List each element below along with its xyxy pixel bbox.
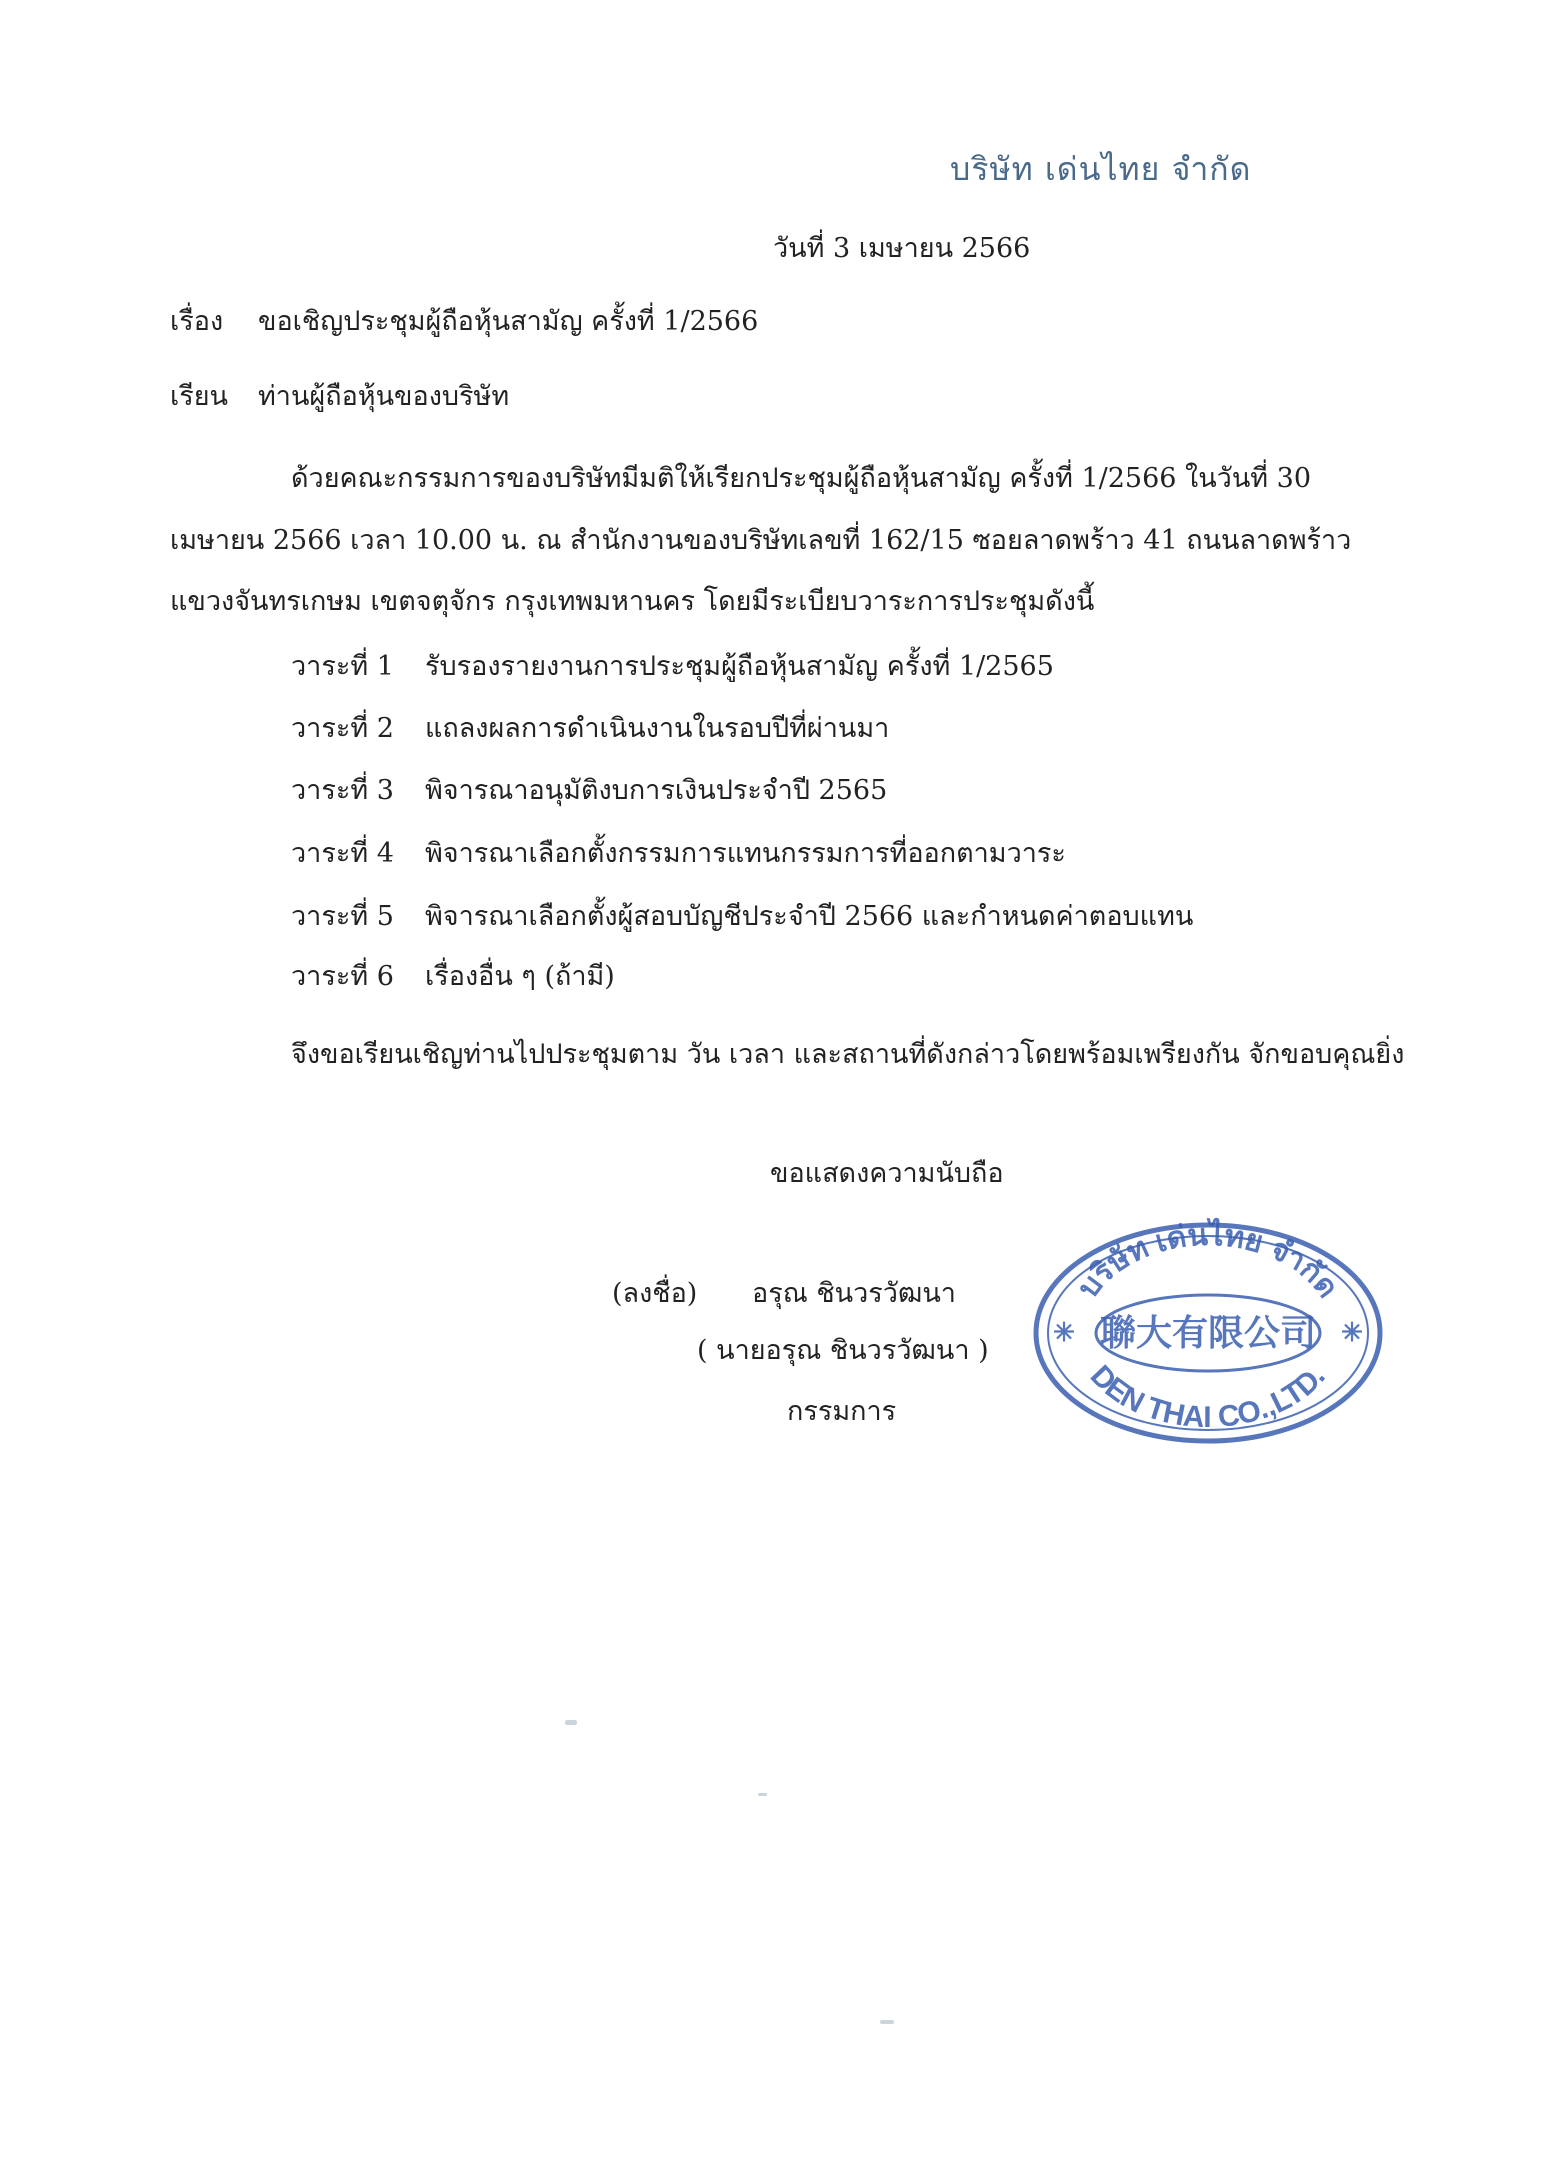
agenda-text: แถลงผลการดำเนินงานในรอบปีที่ผ่านมา <box>425 713 890 744</box>
agenda-text: พิจารณาเลือกตั้งผู้สอบบัญชีประจำปี 2566 และกำหนดค่าตอบแทน <box>425 901 1194 932</box>
stamp-top-text: บริษัท เด่นไทย จำกัด <box>1071 1218 1345 1304</box>
subject-label: เรื่อง <box>170 306 224 337</box>
agenda-label: วาระที่ 3 <box>291 775 394 806</box>
signatory-title: กรรมการ <box>787 1396 897 1427</box>
stamp-star-left-icon: ✳ <box>1053 1317 1075 1347</box>
agenda-text: พิจารณาเลือกตั้งกรรมการแทนกรรมการที่ออกตามวาระ <box>425 838 1066 869</box>
agenda-label: วาระที่ 2 <box>291 713 394 744</box>
recipient-text: ท่านผู้ถือหุ้นของบริษัท <box>258 381 510 412</box>
agenda-label: วาระที่ 4 <box>291 838 394 869</box>
body-line: เมษายน 2566 เวลา 10.00 น. ณ สำนักงานของบริษัทเลขที่ 162/15 ซอยลาดพร้าว 41 ถนนลาดพร้าว <box>170 525 1352 556</box>
agenda-text: เรื่องอื่น ๆ (ถ้ามี) <box>425 961 615 992</box>
agenda-text: พิจารณาอนุมัติงบการเงินประจำปี 2565 <box>425 775 888 806</box>
agenda-text: รับรองรายงานการประชุมผู้ถือหุ้นสามัญ ครั้งที่ 1/2565 <box>425 651 1054 682</box>
agenda-label: วาระที่ 6 <box>291 961 394 992</box>
svg-text:บริษัท เด่นไทย จำกัด <box>1072 1217 1345 1304</box>
scan-speck <box>758 1793 767 1796</box>
scan-speck <box>565 1720 577 1725</box>
stamp-star-right-icon: ✳ <box>1341 1317 1363 1347</box>
company-name: บริษัท เด่นไทย จำกัด <box>950 150 1252 188</box>
body-line: ด้วยคณะกรรมการของบริษัทมีมติให้เรียกประชุมผู้ถือหุ้นสามัญ ครั้งที่ 1/2566 ในวันที่ 30 <box>291 463 1312 494</box>
stamp-center-text: 聯大有限公司 <box>1099 1312 1317 1353</box>
agenda-label: วาระที่ 1 <box>291 651 394 682</box>
body-line: แขวงจันทรเกษม เขตจตุจักร กรุงเทพมหานคร โดยมีระเบียบวาระการประชุมดังนี้ <box>170 586 1095 617</box>
company-seal-stamp <box>1028 1215 1388 1445</box>
agenda-label: วาระที่ 5 <box>291 901 394 932</box>
closing-text: จึงขอเรียนเชิญท่านไปประชุมตาม วัน เวลา และสถานที่ดังกล่าวโดยพร้อมเพรียงกัน จักขอบคุณยิ่ง <box>291 1039 1405 1070</box>
subject-text: ขอเชิญประชุมผู้ถือหุ้นสามัญ ครั้งที่ 1/2566 <box>258 306 759 337</box>
regards-text: ขอแสดงความนับถือ <box>770 1158 1004 1189</box>
recipient-label: เรียน <box>170 381 229 412</box>
signatory-full-name: ( นายอรุณ ชินวรวัฒนา ) <box>697 1335 989 1366</box>
stamp-bottom-text: DEN THAI CO.,LTD. <box>1083 1359 1332 1435</box>
scan-speck <box>880 2020 894 2024</box>
letter-date: วันที่ 3 เมษายน 2566 <box>773 233 1031 264</box>
signature-name: อรุณ ชินวรวัฒนา <box>752 1278 956 1309</box>
signature-label: (ลงชื่อ) <box>612 1278 698 1309</box>
